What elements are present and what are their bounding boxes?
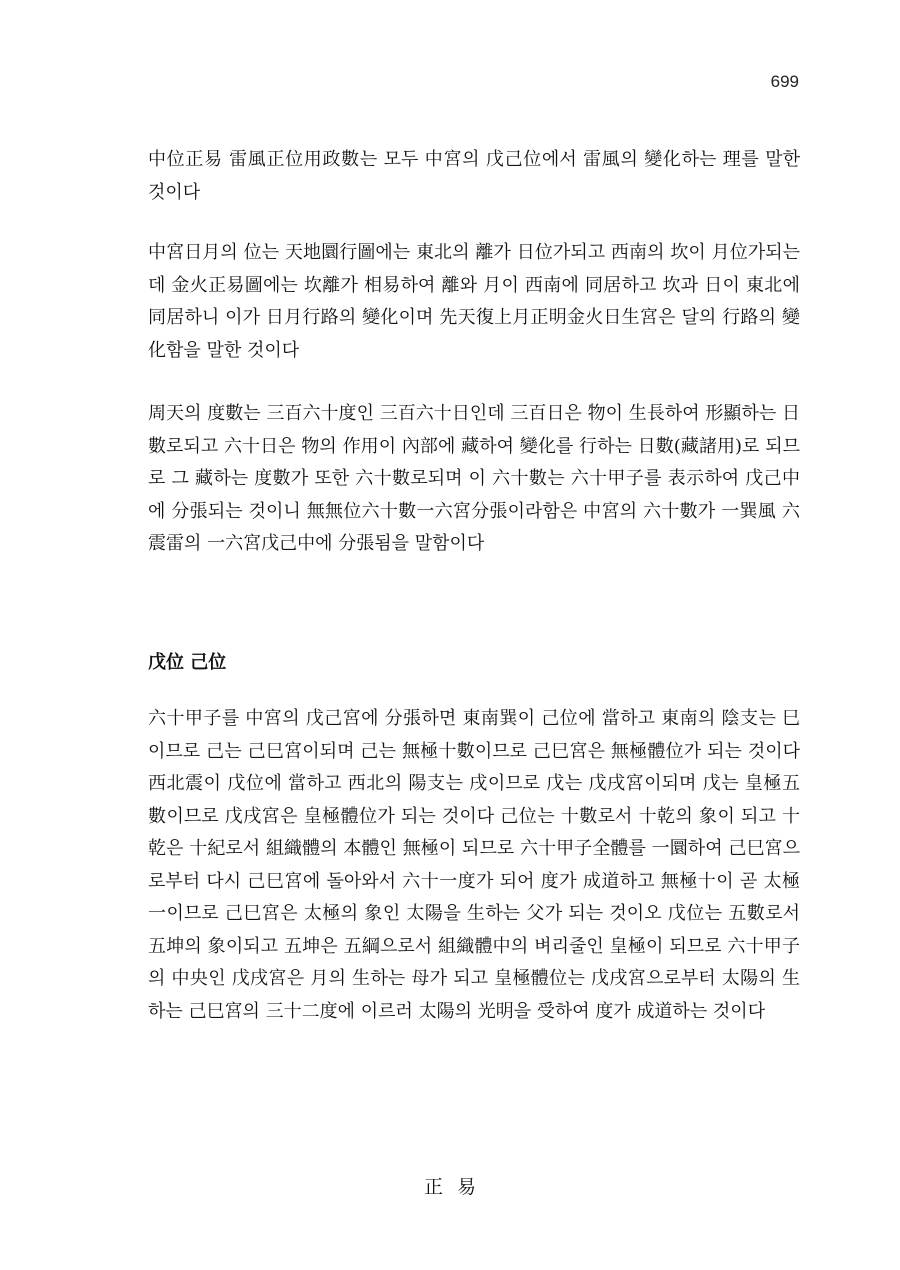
paragraph-1: 中位正易 雷風正位用政數는 모두 中宮의 戊己位에서 雷風의 變化하는 理를 말한 것이다: [148, 149, 800, 203]
paragraph-3: 周天의 度數는 三百六十度인 三百六十日인데 三百日은 物이 生長하여 形顯하는 日數로되고 六十日은 物의 作用이 內部에 藏하여 變化를 行하는 日數(藏諸用)로 되므로 그 藏하는 度數가 또한 六十數로되며 이 六十數는 六十甲子를 表示하여 戊己中에 分張되는 것이니 無無位六十數一六宮分張이라함은 中宮의 六十數가 一巽風 六震雷의 一六宮戊己中에 分張됨을 말함이다: [148, 403, 800, 554]
section-paragraph: 六十甲子를 中宮의 戊己宮에 分張하면 東南巽이 己位에 當하고 東南의 陰支는 巳이므로 己는 己巳宮이되며 己는 無極十數이므로 己巳宮은 無極體位가 되는 것이다 西北震이 戊位에 當하고 西北의 陽支는 戌이므로 戊는 戊戌宮이되며 戊는 皇極五數이므로 戊戌宮은 皇極體位가 되는 것이다 己位는 十數로서 十乾의 象이 되고 十乾은 十紀로서 組織體의 本體인 無極이 되므로 六十甲子全體를 一圜하여 己巳宮으로부터 다시 己巳宮에 돌아와서 六十一度가 되어 度가 成道하고 無極十이 곧 太極一이므로 己巳宮은 太極의 象인 太陽을 生하는 父가 되는 것이오 戊位는 五數로서 五坤의 象이되고 五坤은 五綱으로서 組織體中의 벼리줄인 皇極이 되므로 六十甲子의 中央인 戊戌宮은 月의 生하는 母가 되고 皇極體位는 戊戌宮으로부터 太陽의 生하는 己巳宮의 三十二度에 이르러 太陽의 光明을 受하여 度가 成道하는 것이다: [148, 708, 800, 1022]
page-number: 699: [770, 72, 799, 91]
section-heading: 戊位 己位: [148, 652, 227, 673]
paragraph-2: 中宮日月의 位는 天地圜行圖에는 東北의 離가 日位가되고 西南의 坎이 月位가되는데 金火正易圖에는 坎離가 相易하여 離와 月이 西南에 同居하고 坎과 日이 東北에 同居하니 이가 日月行路의 變化이며 先天復上月正明金火日生宮은 달의 行路의 變化함을 말한 것이다: [148, 242, 800, 361]
footer-title: 正易: [423, 1176, 490, 1198]
